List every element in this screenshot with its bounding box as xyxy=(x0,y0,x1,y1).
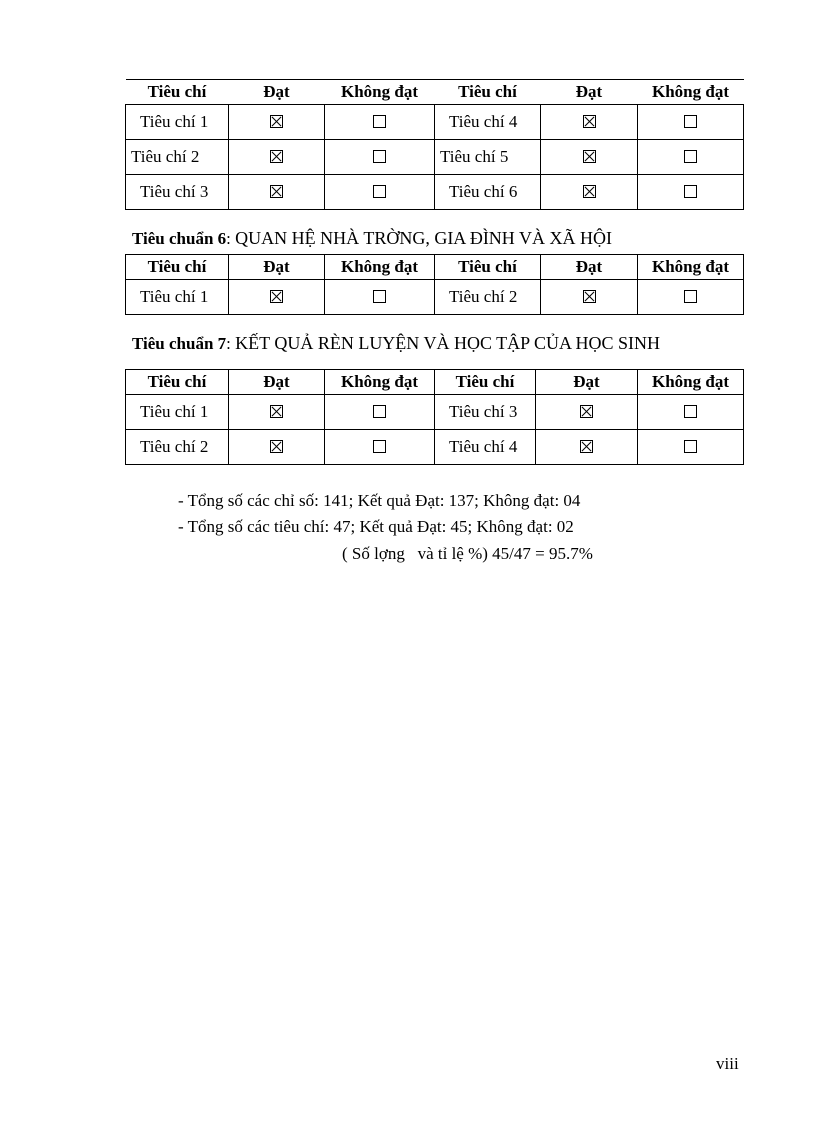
criteria-table-standard-7 xyxy=(125,369,744,465)
checked-box-icon xyxy=(580,440,593,453)
empty-box-icon xyxy=(684,115,697,128)
criteria-table-continued xyxy=(125,79,744,210)
standard-6-label: Tiêu chuẩn 6 xyxy=(132,229,227,248)
summary-criteria: - Tổng số các tiêu chí: 47; Kết quả Đạt: 45; Không đạt: 02 xyxy=(178,517,574,536)
header-pass: Đạt xyxy=(229,255,325,280)
header-fail: Không đạt xyxy=(638,255,744,280)
checked-box-icon xyxy=(270,115,283,128)
criterion-name: Tiêu chí 3 xyxy=(435,395,536,430)
empty-box-icon xyxy=(373,185,386,198)
empty-box-icon xyxy=(684,290,697,303)
table-header-row xyxy=(126,80,744,105)
criteria-table-standard-6 xyxy=(125,254,744,315)
empty-box-icon xyxy=(684,185,697,198)
table-header-row xyxy=(126,255,744,280)
header-criterion: Tiêu chí xyxy=(126,370,229,395)
table-row xyxy=(126,140,744,175)
table-row xyxy=(126,105,744,140)
header-pass: Đạt xyxy=(541,80,638,105)
checked-box-icon xyxy=(270,185,283,198)
header-pass: Đạt xyxy=(229,370,325,395)
checked-box-icon xyxy=(583,150,596,163)
empty-box-icon xyxy=(684,150,697,163)
standard-6-title: QUAN HỆ NHÀ TRỜNG, GIA ĐÌNH VÀ XÃ HỘI xyxy=(235,228,612,248)
criterion-name: Tiêu chí 2 xyxy=(435,280,541,315)
table-row xyxy=(126,175,744,210)
table-header-row xyxy=(126,370,744,395)
checked-box-icon xyxy=(583,185,596,198)
standard-7-heading: Tiêu chuẩn 7: KẾT QUẢ RÈN LUYỆN VÀ HỌC TẬP CỦA HỌC SINH xyxy=(132,333,661,353)
table-row xyxy=(126,280,744,315)
empty-box-icon xyxy=(373,440,386,453)
header-criterion: Tiêu chí xyxy=(435,370,536,395)
checked-box-icon xyxy=(270,150,283,163)
criterion-name: Tiêu chí 1 xyxy=(126,395,229,430)
criterion-name: Tiêu chí 4 xyxy=(435,105,541,140)
criterion-name: Tiêu chí 6 xyxy=(435,175,541,210)
header-fail: Không đạt xyxy=(638,80,744,105)
header-criterion: Tiêu chí xyxy=(126,80,229,105)
header-pass: Đạt xyxy=(541,255,638,280)
criterion-name: Tiêu chí 4 xyxy=(435,430,536,465)
standard-6-heading: Tiêu chuẩn 6: QUAN HỆ NHÀ TRỜNG, GIA ĐÌNH VÀ XÃ HỘI xyxy=(132,228,612,248)
summary-ratio: ( Số lợng và tỉ lệ %) 45/47 = 95.7% xyxy=(342,544,593,563)
summary-indicators: - Tổng số các chỉ số: 141; Kết quả Đạt: 137; Không đạt: 04 xyxy=(178,491,581,510)
header-pass: Đạt xyxy=(536,370,638,395)
header-pass: Đạt xyxy=(229,80,325,105)
header-criterion: Tiêu chí xyxy=(126,255,229,280)
header-fail: Không đạt xyxy=(325,255,435,280)
table-row xyxy=(126,430,744,465)
checked-box-icon xyxy=(270,290,283,303)
header-criterion: Tiêu chí xyxy=(435,255,541,280)
criterion-name: Tiêu chí 3 xyxy=(126,175,229,210)
header-criterion: Tiêu chí xyxy=(435,80,541,105)
criterion-name: Tiêu chí 2 xyxy=(126,430,229,465)
criterion-name: Tiêu chí 1 xyxy=(126,280,229,315)
empty-box-icon xyxy=(373,115,386,128)
table-row xyxy=(126,395,744,430)
checked-box-icon xyxy=(583,290,596,303)
empty-box-icon xyxy=(373,150,386,163)
header-fail: Không đạt xyxy=(325,370,435,395)
checked-box-icon xyxy=(270,405,283,418)
page-number: viii xyxy=(716,1054,739,1073)
standard-7-title: KẾT QUẢ RÈN LUYỆN VÀ HỌC TẬP CỦA HỌC SINH xyxy=(235,333,661,353)
empty-box-icon xyxy=(684,405,697,418)
header-fail: Không đạt xyxy=(325,80,435,105)
criterion-name: Tiêu chí 2 xyxy=(126,140,229,175)
empty-box-icon xyxy=(684,440,697,453)
empty-box-icon xyxy=(373,405,386,418)
criterion-name: Tiêu chí 5 xyxy=(435,140,541,175)
criterion-name: Tiêu chí 1 xyxy=(126,105,229,140)
standard-7-label: Tiêu chuẩn 7 xyxy=(132,334,227,353)
checked-box-icon xyxy=(583,115,596,128)
header-fail: Không đạt xyxy=(638,370,744,395)
checked-box-icon xyxy=(270,440,283,453)
empty-box-icon xyxy=(373,290,386,303)
checked-box-icon xyxy=(580,405,593,418)
